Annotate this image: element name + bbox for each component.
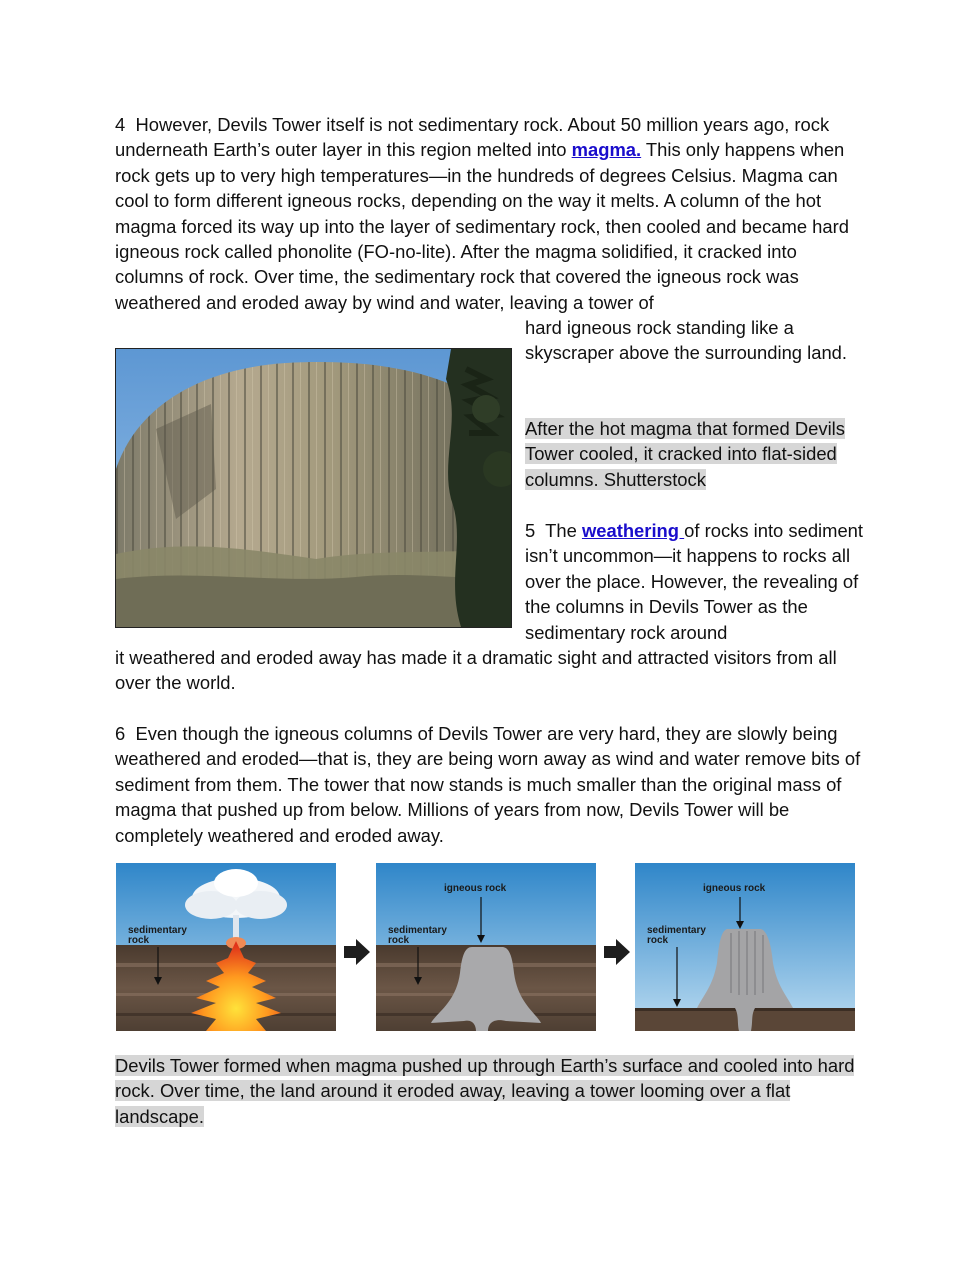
paragraph-4-continuation: hard igneous rock standing like a skyscraper above the surrounding land.: [525, 317, 848, 364]
photo-caption: [525, 416, 870, 492]
paragraph-5: [525, 518, 870, 645]
paragraph-text: However, Devils Tower itself is not sedimentary rock. About 50 million years ago, rock underneath Earth’s outer layer in this region melted into: [115, 114, 830, 161]
rock-label: rock: [388, 935, 410, 946]
right-arrow-icon: [604, 937, 630, 967]
sedimentary-label: sedimentary: [388, 925, 447, 936]
sedimentary-label: sedimentary: [647, 925, 706, 936]
diagram-panel-magma-cooled: [376, 863, 596, 1031]
caption-text: Devils Tower formed when magma pushed up through Earth’s surface and cooled into hard rock. Over time, the land around it eroded away, leaving a tower looming over a flat landscape.: [115, 1055, 855, 1127]
weathering-link[interactable]: weathering: [581, 520, 685, 541]
igneous-rock-label: igneous rock: [703, 883, 766, 894]
caption-text: After the hot magma that formed Devils Tower cooled, it cracked into flat-sided columns. Shutterstock: [525, 418, 845, 490]
paragraph-text: This only happens when rock gets up to very high temperatures—in the hundreds of degrees Celsius. Magma can cool to form different igneous rocks, depending on the way it melts. A column of the hot magma forced its way up into the layer of sedimentary rock, then cooled and became hard igneous rock called phonolite (FO-no-lite). After the magma solidified, it cracked into columns of rock. Over time, the sedimentary rock that covered the igneous rock was weathered and eroded away by wind and water, leaving a tower of: [115, 139, 849, 313]
diagram-panel-magma-rising: [116, 863, 336, 1031]
paragraph-text: of rocks into sediment isn’t uncommon—it happens to rocks all over the place. However, the revealing of the columns in Devils Tower as the sedimentary rock around: [525, 520, 864, 643]
paragraph-text: The: [545, 520, 582, 541]
magma-link[interactable]: magma.: [571, 139, 642, 161]
paragraph-6: [115, 721, 865, 848]
paragraph-number: 5: [525, 520, 536, 541]
sedimentary-label: sedimentary: [128, 925, 187, 936]
right-arrow-icon: [344, 937, 370, 967]
diagram-panel-tower-exposed: [635, 863, 855, 1031]
diagram-caption: [115, 1053, 865, 1129]
paragraph-number: 6: [115, 723, 126, 744]
paragraph-5-continuation: it weathered and eroded away has made it a dramatic sight and attracted visitors from all over the world.: [115, 647, 837, 694]
paragraph-4: [115, 112, 865, 315]
devils-tower-photo: [115, 348, 512, 628]
rock-label: rock: [647, 935, 669, 946]
paragraph-text: Even though the igneous columns of Devils Tower are very hard, they are slowly being weathered and eroded—that is, they are being worn away as wind and water remove bits of sediment from them. The tower that now stands is much smaller than the original mass of magma that pushed up from below. Millions of years from now, Devils Tower will be completely weathered and eroded away.: [115, 723, 861, 846]
igneous-rock-label: igneous rock: [444, 883, 507, 894]
paragraph-number: 4: [115, 114, 126, 135]
rock-label: rock: [128, 935, 150, 946]
